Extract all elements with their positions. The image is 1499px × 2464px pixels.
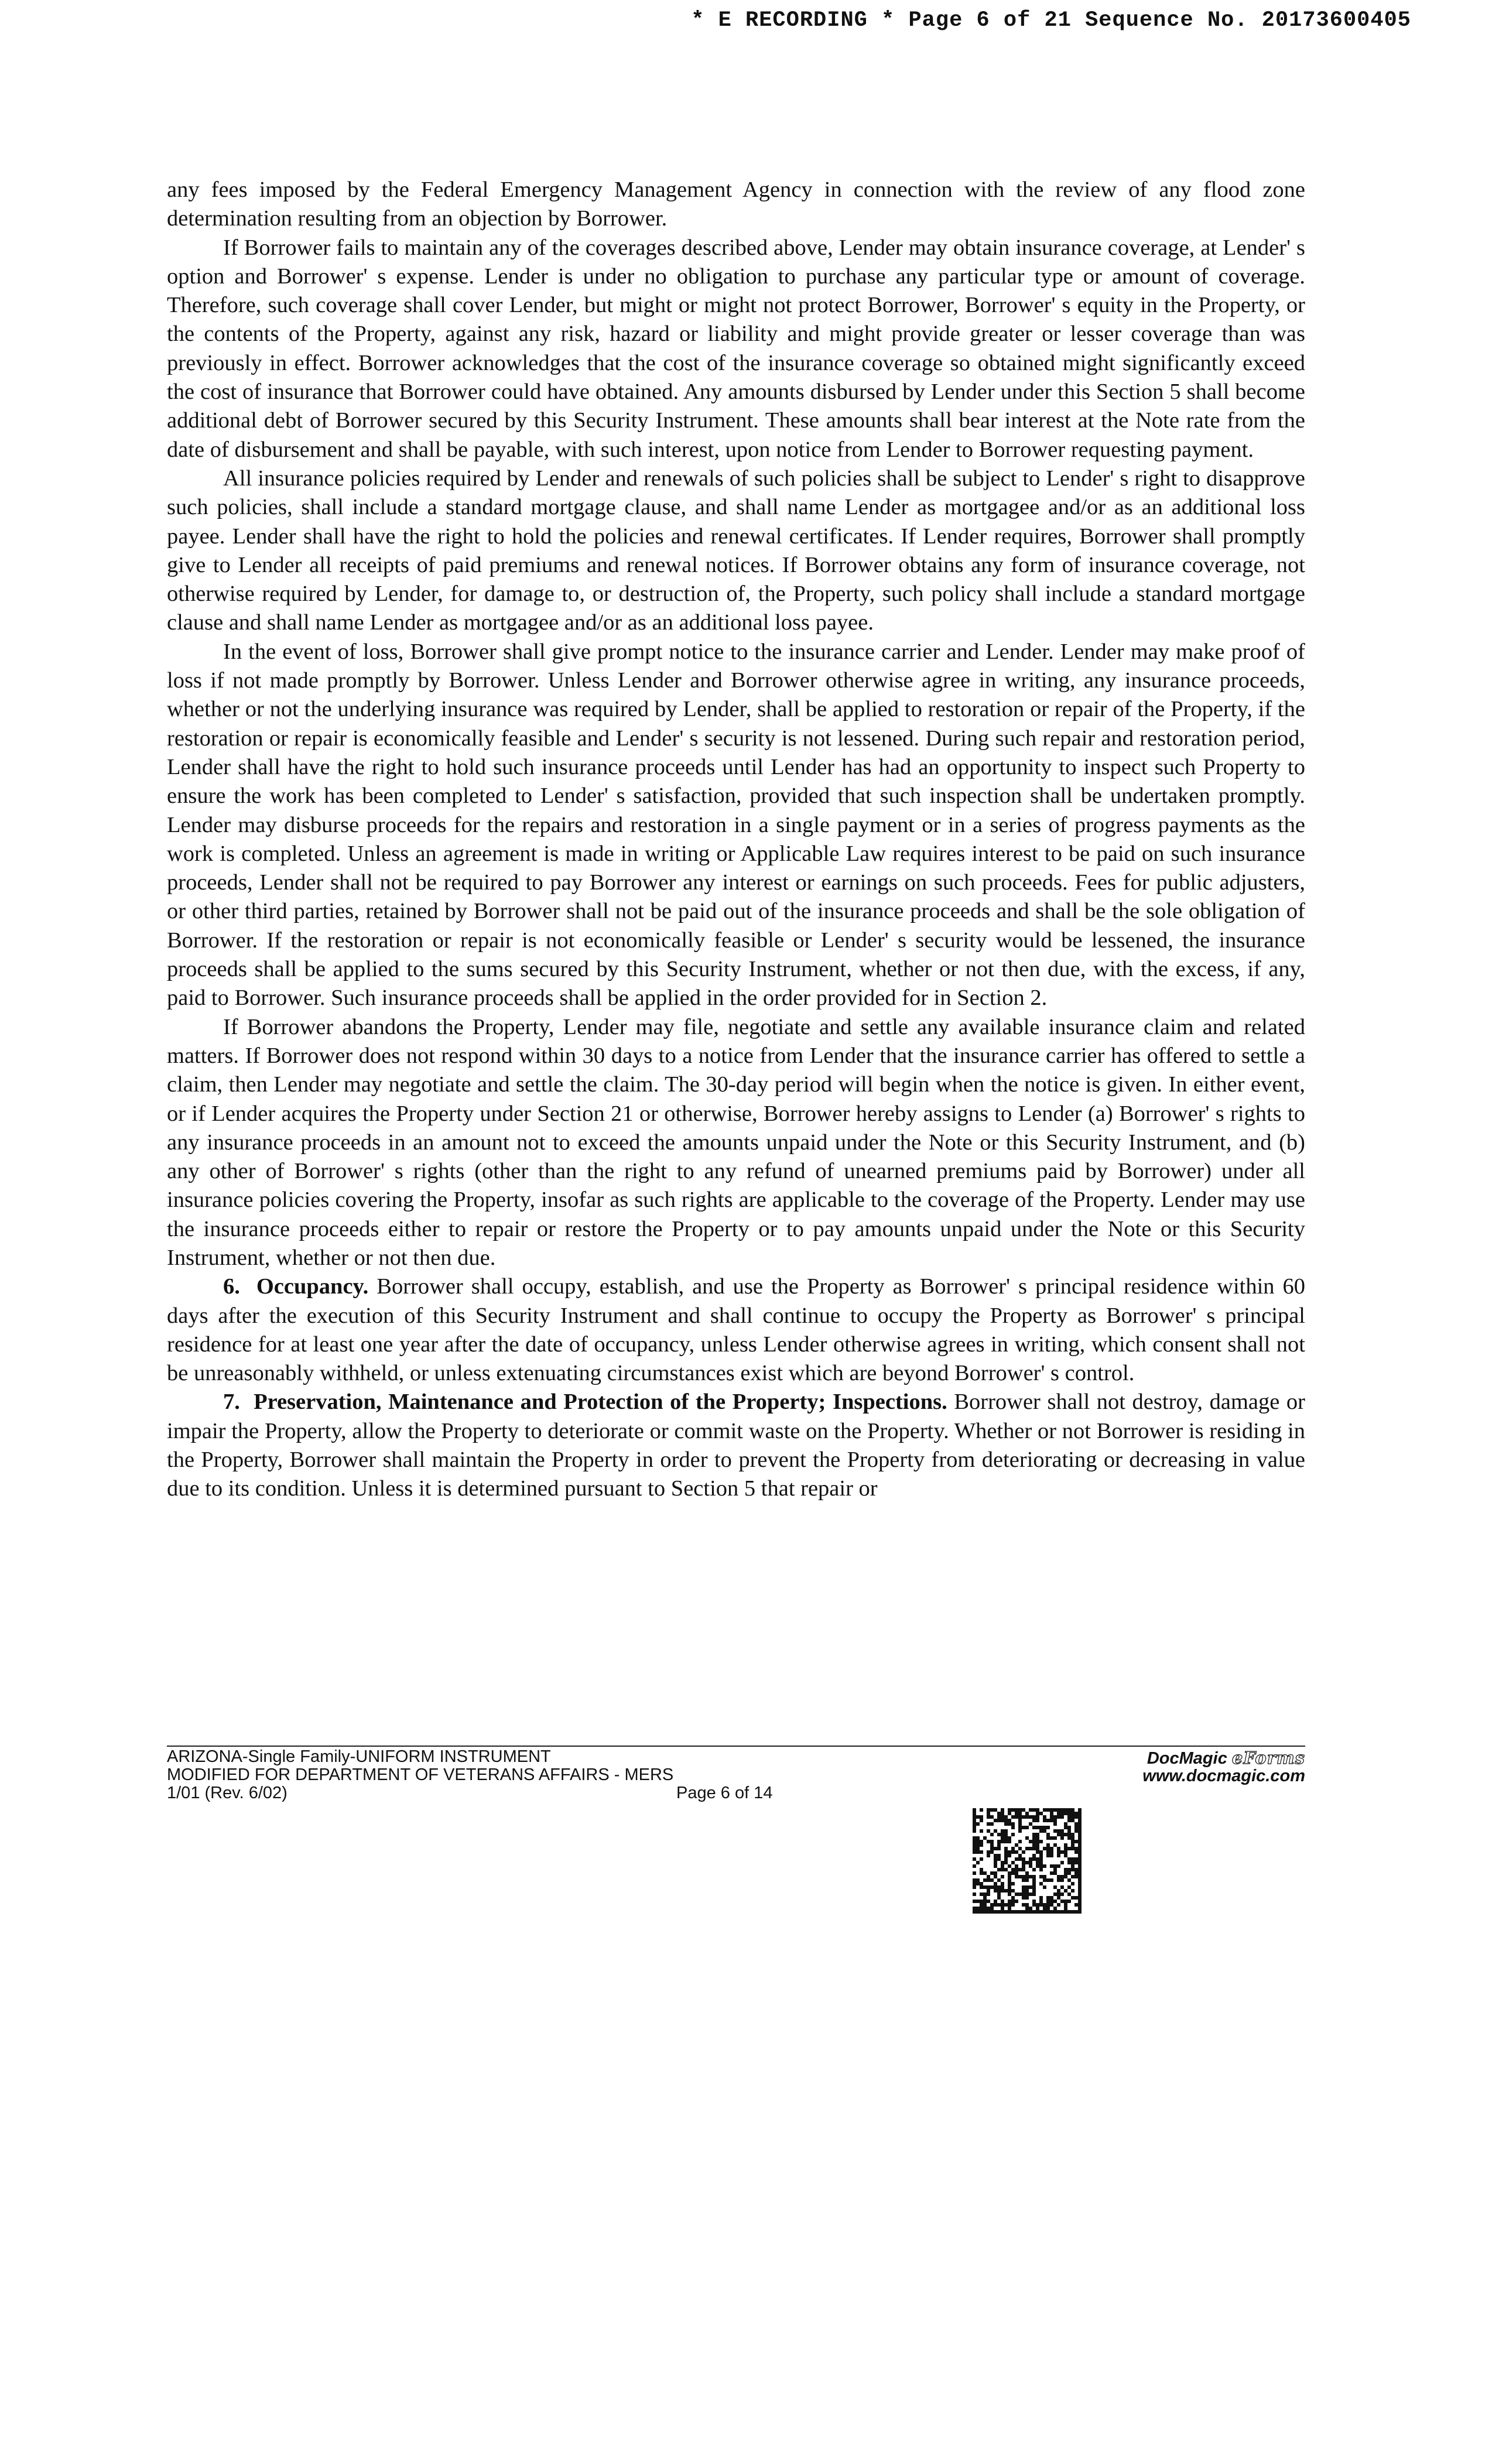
brand-url: www.docmagic.com — [1142, 1767, 1305, 1785]
form-identifier — [167, 1748, 673, 1802]
section-7-preservation — [167, 1388, 1305, 1503]
page-number: Page 6 of 14 — [676, 1784, 773, 1802]
document-body — [167, 176, 1305, 1504]
section-6-number: 6. — [223, 1274, 240, 1299]
recording-header: * E RECORDING * Page 6 of 21 Sequence No. 20173600405 — [691, 8, 1411, 33]
section-7-number: 7. — [223, 1390, 240, 1415]
eforms-logo: eForms — [1231, 1748, 1305, 1768]
paragraph-event-of-loss: In the event of loss, Borrower shall give prompt notice to the insurance carrier and Lender. Lender may make proof of loss if not made promptly by Borrower. Unless Lender and Borrower otherwise agree in writing, any insurance proceeds, whether or not the underlying insurance was required by Lender, shall be applied to restoration or repair of the Property, if the restoration or repair is economically feasible and Lender' s security is not lessened. During such repair and restoration period, Lender shall have the right to hold such insurance proceeds until Lender has had an opportunity to inspect such Property to ensure the work has been completed to Lender' s satisfaction, provided that such inspection shall be undertaken promptly. Lender may disburse proceeds for the repairs and restoration in a single payment or in a series of progress payments as the work is completed. Unless an agreement is made in writing or Applicable Law requires interest to be paid on such insurance proceeds, Lender shall not be required to pay Borrower any interest or earnings on such proceeds. Fees for public adjusters, or other third parties, retained by Borrower shall not be paid out of the insurance proceeds and shall be the sole obligation of Borrower. If the restoration or repair is not economically feasible or Lender' s security would be lessened, the insurance proceeds shall be applied to the sums secured by this Security Instrument, whether or not then due, with the excess, if any, paid to Borrower. Such insurance proceeds shall be applied in the order provided for in Section 2. — [167, 639, 1305, 1011]
paragraph-insurance-policies: All insurance policies required by Lender and renewals of such policies shall be subject to Lender' s right to disapprove such policies, shall include a standard mortgage clause, and shall name Lender as mortgagee and/or as an additional loss payee. Lender shall have the right to hold the policies and renewal certificates. If Lender requires, Borrower shall promptly give to Lender all receipts of paid premiums and renewal notices. If Borrower obtains any form of insurance coverage, not otherwise required by Lender, for damage to, or destruction of, the Property, such policy shall include a standard mortgage clause and shall name Lender as mortgagee and/or as an additional loss payee. — [167, 466, 1305, 635]
section-6-occupancy — [167, 1272, 1305, 1388]
form-footer — [167, 1746, 1305, 1802]
form-line-1: ARIZONA-Single Family-UNIFORM INSTRUMENT — [167, 1747, 551, 1766]
paragraph-flood-fees: any fees imposed by the Federal Emergency Management Agency in connection with the review of any flood zone determination resulting from an objection by Borrower. — [167, 177, 1305, 231]
form-line-3: 1/01 (Rev. 6/02) — [167, 1784, 288, 1802]
qr-code-icon — [973, 1808, 1082, 1914]
paragraph-lender-coverage: If Borrower fails to maintain any of the coverages described above, Lender may obtain insurance coverage, at Lender' s option and Borrower' s expense. Lender is under no obligation to purchase any particular type or amount of coverage. Therefore, such coverage shall cover Lender, but might or might not protect Borrower, Borrower' s equity in the Property, or the contents of the Property, against any risk, hazard or liability and might provide greater or lesser coverage than was previously in effect. Borrower acknowledges that the cost of the insurance coverage so obtained might significantly exceed the cost of insurance that Borrower could have obtained. Any amounts disbursed by Lender under this Section 5 shall become additional debt of Borrower secured by this Security Instrument. These amounts shall bear interest at the Note rate from the date of disbursement and shall be payable, with such interest, upon notice from Lender to Borrower requesting payment. — [167, 235, 1305, 462]
section-7-title: Preservation, Maintenance and Protection of the Property; Inspections. — [254, 1390, 947, 1415]
section-6-title: Occupancy. — [256, 1274, 369, 1299]
form-line-2: MODIFIED FOR DEPARTMENT OF VETERANS AFFAIRS - MERS — [167, 1765, 674, 1784]
brand-line — [1142, 1749, 1305, 1767]
brand-name: DocMagic — [1147, 1749, 1227, 1768]
section-6-text: Borrower shall occupy, establish, and use the Property as Borrower' s principal residence within 60 days after the execution of this Security Instrument and shall continue to occupy the Property as Borrower' s principal residence for at least one year after the date of occupancy, unless Lender otherwise agrees in writing, which consent shall not be unreasonably withheld, or unless extenuating circumstances exist which are beyond Borrower' s control. — [167, 1274, 1306, 1386]
paragraph-abandonment: If Borrower abandons the Property, Lender may file, negotiate and settle any available insurance claim and related matters. If Borrower does not respond within 30 days to a notice from Lender that the insurance carrier has offered to settle a claim, then Lender may negotiate and settle the claim. The 30-day period will begin when the notice is given. In either event, or if Lender acquires the Property under Section 21 or otherwise, Borrower hereby assigns to Lender (a) Borrower' s rights to any insurance proceeds in an amount not to exceed the amounts unpaid under the Note or this Security Instrument, and (b) any other of Borrower' s rights (other than the right to any refund of unearned premiums paid by Borrower) under all insurance policies covering the Property, insofar as such rights are applicable to the coverage of the Property. Lender may use the insurance proceeds either to repair or restore the Property or to pay amounts unpaid under the Note or this Security Instrument, whether or not then due. — [167, 1014, 1305, 1270]
docmagic-brand — [1142, 1749, 1305, 1785]
section-7-text: Borrower shall not destroy, damage or impair the Property, allow the Property to deteriorate or commit waste on the Property. Whether or not Borrower is residing in the Property, Borrower shall maintain the Property in order to prevent the Property from deteriorating or decreasing in value due to its condition. Unless it is determined pursuant to Section 5 that repair or — [167, 1390, 1305, 1501]
